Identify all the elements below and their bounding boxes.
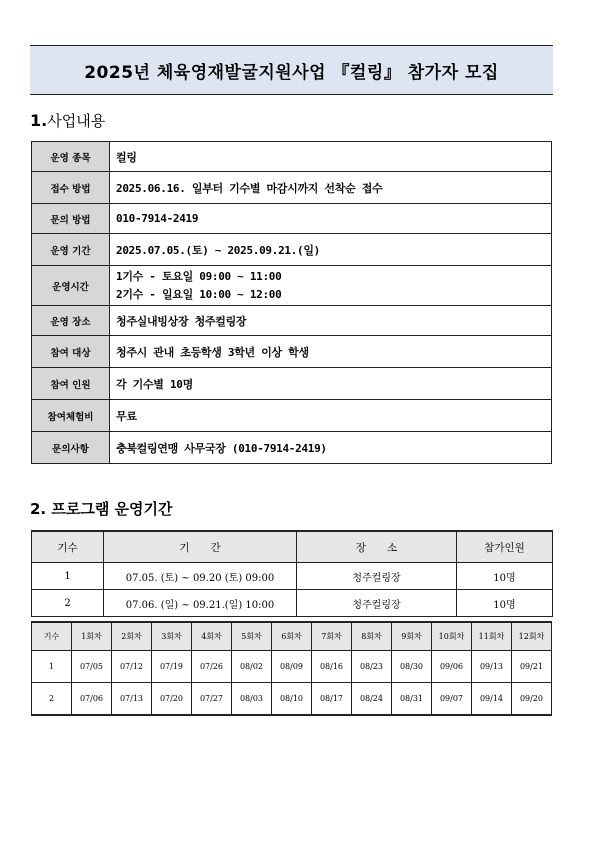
rounds-cell: 07/12 xyxy=(112,651,152,683)
rounds-cell: 08/02 xyxy=(232,651,272,683)
section1-heading xyxy=(30,110,105,131)
rounds-header-cell: 12회차 xyxy=(512,622,552,651)
info-value: 청주시 관내 초등학생 3학년 이상 학생 xyxy=(110,336,552,368)
info-row xyxy=(32,336,552,368)
info-label: 문의사항 xyxy=(32,432,110,464)
info-row xyxy=(32,204,552,234)
info-row xyxy=(32,306,552,336)
info-row xyxy=(32,400,552,432)
program-header-row xyxy=(32,531,553,563)
rounds-cell: 07/06 xyxy=(72,683,112,716)
info-label: 운영시간 xyxy=(32,266,110,306)
rounds-header-cell: 4회차 xyxy=(192,622,232,651)
rounds-header-cell: 10회차 xyxy=(432,622,472,651)
program-cell: 07.05. (토) ~ 09.20 (토) 09:00 xyxy=(104,563,297,590)
rounds-cell: 08/03 xyxy=(232,683,272,716)
rounds-cell: 09/20 xyxy=(512,683,552,716)
info-row xyxy=(32,266,552,306)
rounds-header-cell: 기수 xyxy=(32,622,72,651)
rounds-cell: 09/06 xyxy=(432,651,472,683)
info-row xyxy=(32,234,552,266)
rounds-cell: 1 xyxy=(32,651,72,683)
info-value: 각 기수별 10명 xyxy=(110,368,552,400)
rounds-cell: 07/13 xyxy=(112,683,152,716)
rounds-cell: 08/24 xyxy=(352,683,392,716)
rounds-header-cell: 7회차 xyxy=(312,622,352,651)
rounds-header-cell: 8회차 xyxy=(352,622,392,651)
program-cell: 청주컬링장 xyxy=(297,563,457,590)
info-row xyxy=(32,432,552,464)
rounds-row xyxy=(32,683,552,716)
info-label: 문의 방법 xyxy=(32,204,110,234)
info-value-line: 2기수 - 일요일 10:00 ~ 12:00 xyxy=(116,287,282,301)
rounds-cell: 09/07 xyxy=(432,683,472,716)
rounds-header-cell: 11회차 xyxy=(472,622,512,651)
program-cell: 청주컬링장 xyxy=(297,590,457,617)
rounds-cell: 09/14 xyxy=(472,683,512,716)
program-cell: 10명 xyxy=(457,590,553,617)
info-row xyxy=(32,142,552,172)
info-label: 참여 대상 xyxy=(32,336,110,368)
rounds-cell: 08/09 xyxy=(272,651,312,683)
info-value-line: 1기수 - 토요일 09:00 ~ 11:00 xyxy=(116,269,282,283)
program-cell: 2 xyxy=(32,590,104,617)
program-header-cell: 참가인원 xyxy=(457,531,553,563)
rounds-cell: 07/05 xyxy=(72,651,112,683)
info-label: 운영 기간 xyxy=(32,234,110,266)
rounds-header-cell: 3회차 xyxy=(152,622,192,651)
info-row xyxy=(32,368,552,400)
info-value: 무료 xyxy=(110,400,552,432)
rounds-cell: 08/30 xyxy=(392,651,432,683)
rounds-cell: 08/10 xyxy=(272,683,312,716)
program-header-cell: 기수 xyxy=(32,531,104,563)
info-value: 컬링 xyxy=(110,142,552,172)
program-cell: 1 xyxy=(32,563,104,590)
info-label: 운영 장소 xyxy=(32,306,110,336)
rounds-cell: 09/21 xyxy=(512,651,552,683)
info-value: 2025.06.16. 일부터 기수별 마감시까지 선착순 접수 xyxy=(110,172,552,204)
session-dates-table xyxy=(31,621,552,716)
rounds-cell: 09/13 xyxy=(472,651,512,683)
rounds-cell: 08/16 xyxy=(312,651,352,683)
program-schedule-table xyxy=(31,530,553,617)
info-value: 청주실내빙상장 청주컬링장 xyxy=(110,306,552,336)
info-label: 참여체험비 xyxy=(32,400,110,432)
rounds-cell: 07/26 xyxy=(192,651,232,683)
program-row xyxy=(32,563,553,590)
program-cell: 10명 xyxy=(457,563,553,590)
info-value: 010-7914-2419 xyxy=(110,204,552,234)
rounds-cell: 07/27 xyxy=(192,683,232,716)
program-header-cell: 기 간 xyxy=(104,531,297,563)
info-value xyxy=(110,266,552,306)
rounds-cell: 07/20 xyxy=(152,683,192,716)
rounds-cell: 08/17 xyxy=(312,683,352,716)
rounds-row xyxy=(32,651,552,683)
program-cell: 07.06. (일) ~ 09.21.(일) 10:00 xyxy=(104,590,297,617)
rounds-cell: 08/31 xyxy=(392,683,432,716)
info-label: 운영 종목 xyxy=(32,142,110,172)
info-label: 참여 인원 xyxy=(32,368,110,400)
program-header-cell: 장 소 xyxy=(297,531,457,563)
section1-heading-text: 사업내용 xyxy=(47,112,106,130)
page-title: 2025년 체육영재발굴지원사업 『컬링』 참가자 모집 xyxy=(30,45,553,95)
rounds-header-cell: 6회차 xyxy=(272,622,312,651)
info-row xyxy=(32,172,552,204)
info-value: 2025.07.05.(토) ~ 2025.09.21.(일) xyxy=(110,234,552,266)
program-info-table xyxy=(31,141,552,464)
rounds-cell: 2 xyxy=(32,683,72,716)
rounds-header-cell: 1회차 xyxy=(72,622,112,651)
rounds-cell: 08/23 xyxy=(352,651,392,683)
rounds-header-cell: 5회차 xyxy=(232,622,272,651)
rounds-header-row xyxy=(32,622,552,651)
section2-heading: 2. 프로그램 운영기간 xyxy=(30,500,173,518)
program-row xyxy=(32,590,553,617)
section1-heading-number: 1. xyxy=(30,111,48,130)
rounds-header-cell: 2회차 xyxy=(112,622,152,651)
info-label: 접수 방법 xyxy=(32,172,110,204)
info-value: 충북컬링연맹 사무국장 (010-7914-2419) xyxy=(110,432,552,464)
rounds-cell: 07/19 xyxy=(152,651,192,683)
rounds-header-cell: 9회차 xyxy=(392,622,432,651)
